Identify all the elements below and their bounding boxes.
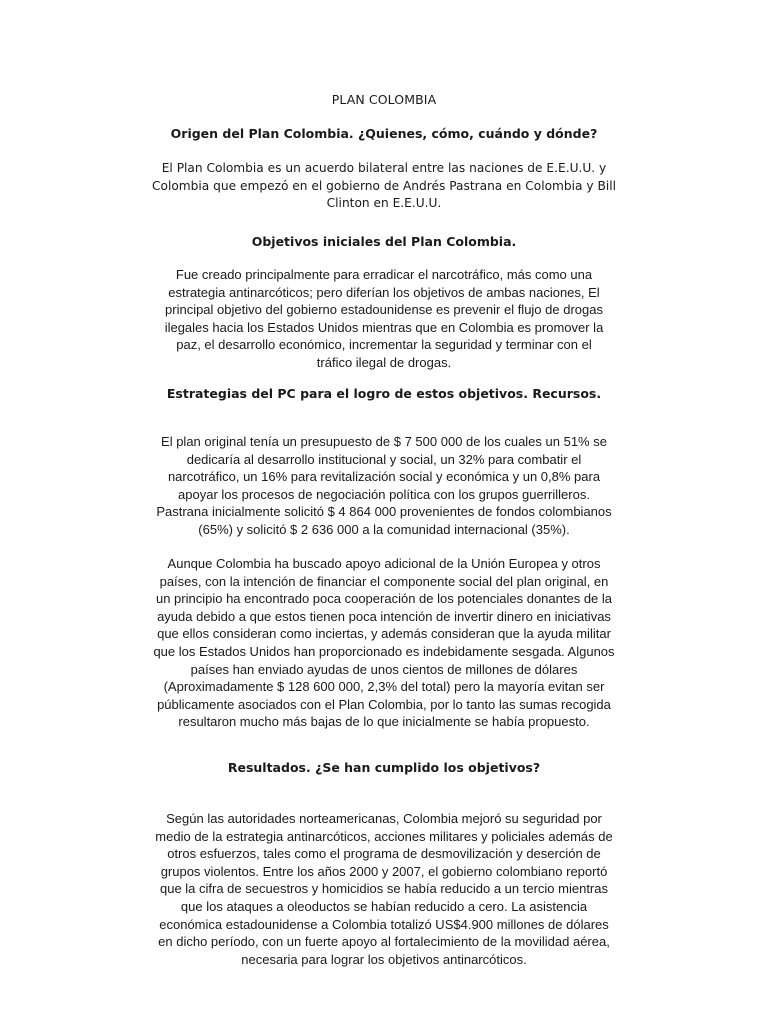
section-heading-origen: Origen del Plan Colombia. ¿Quienes, cómo, cuándo y dónde? [170,126,598,141]
paragraph-resultados: Según las autoridades norteamericanas, Colombia mejoró su seguridad por medio de la estrategia antinarcóticos, acciones militares y policiales además de otros esfuerzos, tales como el programa de desmovilización y deserción de grupos violentos. Entre los años 2000 y 2007, el gobierno colombiano reportó que la cifra de secuestros y homicidios se había reducido a un tercio mientras que los ataques a oleoductos se habían reducido a cero. La asistencia económica estadounidense a Colombia totalizó US$4.900 millones de dólares en dicho período, con un fuerte apoyo al fortalecimiento de la movilidad aérea, necesaria para lograr los objetivos antinarcóticos. [155,811,613,967]
section-heading-objetivos: Objetivos iniciales del Plan Colombia. [251,234,517,249]
paragraph-estrategias-2: Aunque Colombia ha buscado apoyo adicional de la Unión Europea y otros países, con la intención de financiar el componente social del plan original, en un principio ha encontrado poca cooperación de los potenciales donantes de la ayuda debido a que estos tienen poca intención de invertir dinero en iniciativas que ellos consideran como inciertas, y además consideran que la ayuda militar que los Estados Unidos han proporcionado es indebidamente sesgada. Algunos países han enviado ayudas de unos cientos de millones de dólares (Aproximadamente $ 128 600 000, 2,3% del total) pero la mayoría evitan ser públicamente asociados con el Plan Colombia, por lo tanto las sumas recogida resultaron mucho más bajas de lo que inicialmente se había propuesto. [153,556,615,730]
paragraph-estrategias-1: El plan original tenía un presupuesto de $ 7 500 000 de los cuales un 51% se dedicaría al desarrollo institucional y social, un 32% para combatir el narcotráfico, un 16% para revitalización social y económica y un 0,8% para apoyar los procesos de negociación política con los grupos guerrilleros. Pastrana inicialmente solicitó $ 4 864 000 provenientes de fondos colombianos (65%) y solicitó $ 2 636 000 a la comunidad internacional (35%). [156,434,612,537]
paragraph-objetivos: Fue creado principalmente para erradicar el narcotráfico, más como una estrategia antinarcóticos; pero diferían los objetivos de ambas naciones, El principal objetivo del gobierno estadounidense es prevenir el flujo de drogas ilegales hacia los Estados Unidos mientras que en Colombia es promover la paz, el desarrollo económico, incrementar la seguridad y terminar con el tráfico ilegal de drogas. [164,267,604,370]
document-title: PLAN COLOMBIA [331,92,437,107]
section-heading-resultados: Resultados. ¿Se han cumplido los objetivos? [227,760,541,775]
paragraph-origen: El Plan Colombia es un acuerdo bilateral entre las naciones de E.E.U.U. y Colombia que empezó en el gobierno de Andrés Pastrana en Colombia y Bill Clinton en E.E.U.U. [152,161,616,211]
section-heading-estrategias: Estrategias del PC para el logro de estos objetivos. Recursos. [166,386,602,401]
